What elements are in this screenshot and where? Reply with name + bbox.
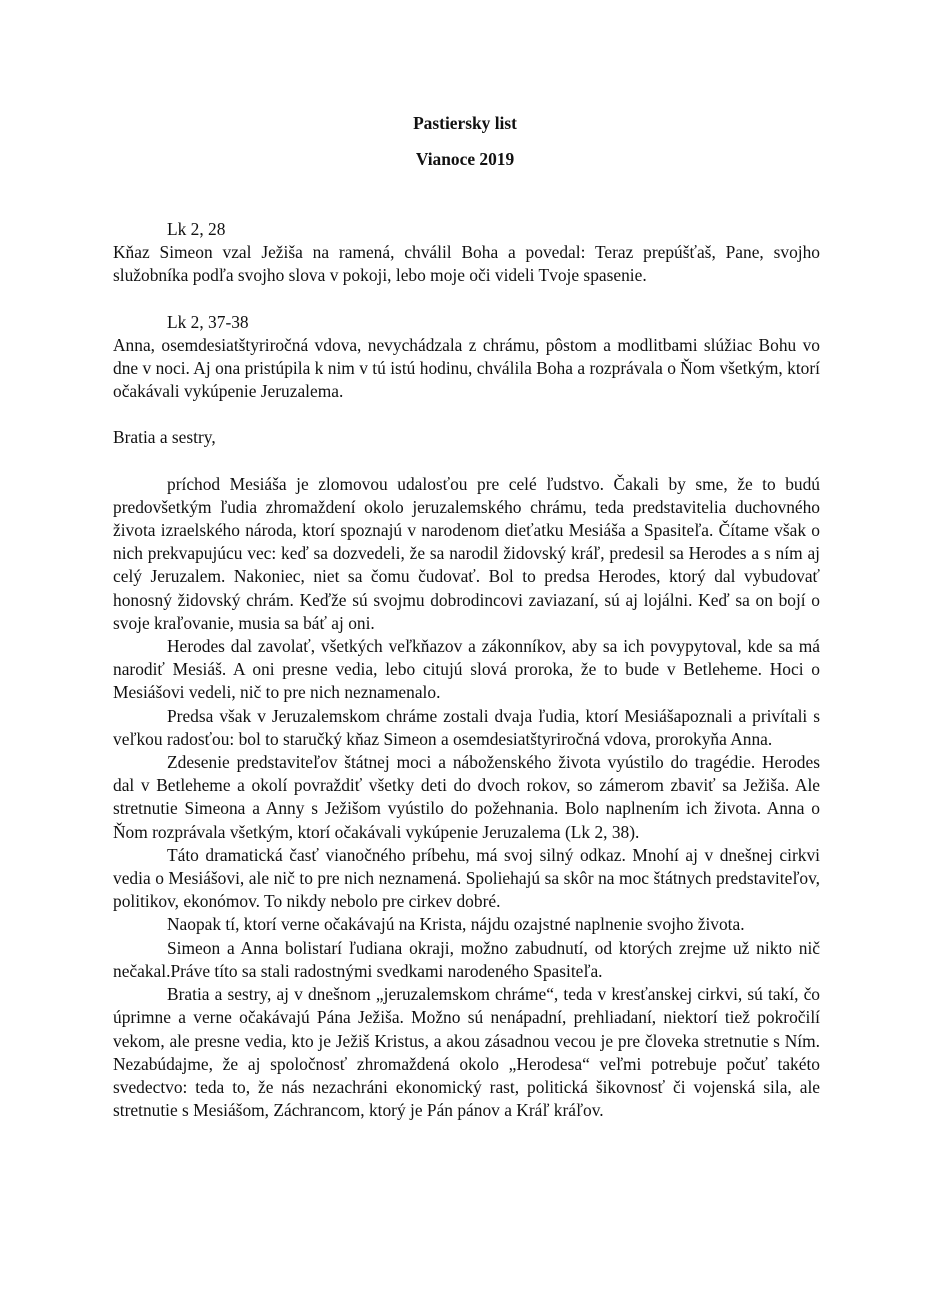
paragraph: Bratia a sestry, aj v dnešnom „jeruzalemskom chráme“, teda v kresťanskej cirkvi, sú takí, čo úprimne a verne očakávajú Pána Ježiša. Možno sú nenápadní, prehliadaní, niektorí tiež pokročilí vekom, ale presne vedia, kto je Ježiš Kristus, a akou zásadnou vecou je pre človeka stretnutie s Ním. Nezabúdajme, že aj spoločnosť zhromaždená okolo „Herodesa“ veľmi potrebuje počuť takéto svedectvo: teda to, že nás nezachráni ekonomický rast, politická šikovnosť či vojenská sila, ale stretnutie s Mesiášom, Záchrancom, ktorý je Pán pánov a Kráľ kráľov. — [113, 984, 820, 1121]
paragraph: Predsa však v Jeruzalemskom chráme zostali dvaja ľudia, ktorí Mesiášapoznali a privítali s veľkou radosťou: bol to staručký kňaz Simeon a osemdesiatštyriročná vdova, prorokyňa Anna. — [113, 705, 820, 749]
paragraph: Simeon a Anna bolistarí ľudiana okraji, možno zabudnutí, od ktorých zrejme už nikto nič nečakal.Práve títo sa stali radostnými svedkami narodeného Spasiteľa. — [113, 937, 820, 981]
paragraph: Herodes dal zavolať, všetkých veľkňazov a zákonníkov, aby sa ich povypytoval, kde sa má narodiť Mesiáš. A oni presne vedia, lebo citujú slová proroka, že to bude v Betleheme. Hoci o Mesiášovi vedeli, nič to pre nich neznamenalo. — [113, 636, 820, 703]
paragraph: Naopak tí, ktorí verne očakávajú na Krista, nájdu ozajstné naplnenie svojho života. — [167, 914, 745, 935]
document-subtitle: Vianoce 2019 — [415, 149, 515, 169]
document-body — [113, 218, 820, 1122]
document-title: Pastiersky list — [413, 113, 517, 133]
reading-text: Anna, osemdesiatštyriročná vdova, nevychádzala z chrámu, pôstom a modlitbami slúžiac Bohu vo dne v noci. Aj ona pristúpila k nim v tú istú hodinu, chválila Boha a rozprávala o Ňom všetkým, ktorí očakávali vykúpenie Jeruzalema. — [113, 334, 820, 402]
reading-text: Kňaz Simeon vzal Ježiša na ramená, chválil Boha a povedal: Teraz prepúšťaš, Pane, svojho služobníka podľa svojho slova v pokoji, lebo moje oči videli Tvoje spasenie. — [113, 242, 820, 286]
reading-reference: Lk 2, 28 — [167, 219, 226, 239]
greeting: Bratia a sestry, — [113, 427, 216, 448]
paragraph: príchod Mesiáša je zlomovou udalosťou pre celé ľudstvo. Čakali by sme, že to budú predovšetkým ľudia zhromaždení okolo jeruzalemského chrámu, teda predstavitelia duchovného života izraelského národa, ktorí spoznajú v narodenom dieťatku Mesiáša a Spasiteľa. Čítame však o nich prekvapujúcu vec: keď sa dozvedeli, že sa narodil židovský kráľ, predesil sa Herodes a s ním aj celý Jeruzalem. Nakoniec, niet sa čomu čudovať. Bol to predsa Herodes, ktorý dal vybudovať honosný židovský chrám. Keďže sú svojmu dobrodincovi zaviazaní, sú aj lojálni. Keď sa on bojí o svoje kraľovanie, musia sa báť aj oni. — [113, 473, 820, 633]
paragraph: Zdesenie predstaviteľov štátnej moci a náboženského života vyústilo do tragédie. Herodes dal v Betleheme a okolí povraždiť všetky deti do dvoch rokov, so zámerom zbaviť sa Ježiša. Ale stretnutie Simeona a Anny s Ježišom vyústilo do požehnania. Bolo naplnením ich života. Anna o Ňom rozprávala všetkým, ktorí očakávali vykúpenie Jeruzalema (Lk 2, 38). — [113, 752, 820, 842]
paragraph: Táto dramatická časť vianočného príbehu, má svoj silný odkaz. Mnohí aj v dnešnej cirkvi vedia o Mesiášovi, ale nič to pre nich neznamená. Spoliehajú sa skôr na moc štátnych predstaviteľov, politikov, ekonómov. To nikdy nebolo pre cirkev dobré. — [113, 844, 820, 912]
reading-reference: Lk 2, 37-38 — [167, 311, 249, 332]
